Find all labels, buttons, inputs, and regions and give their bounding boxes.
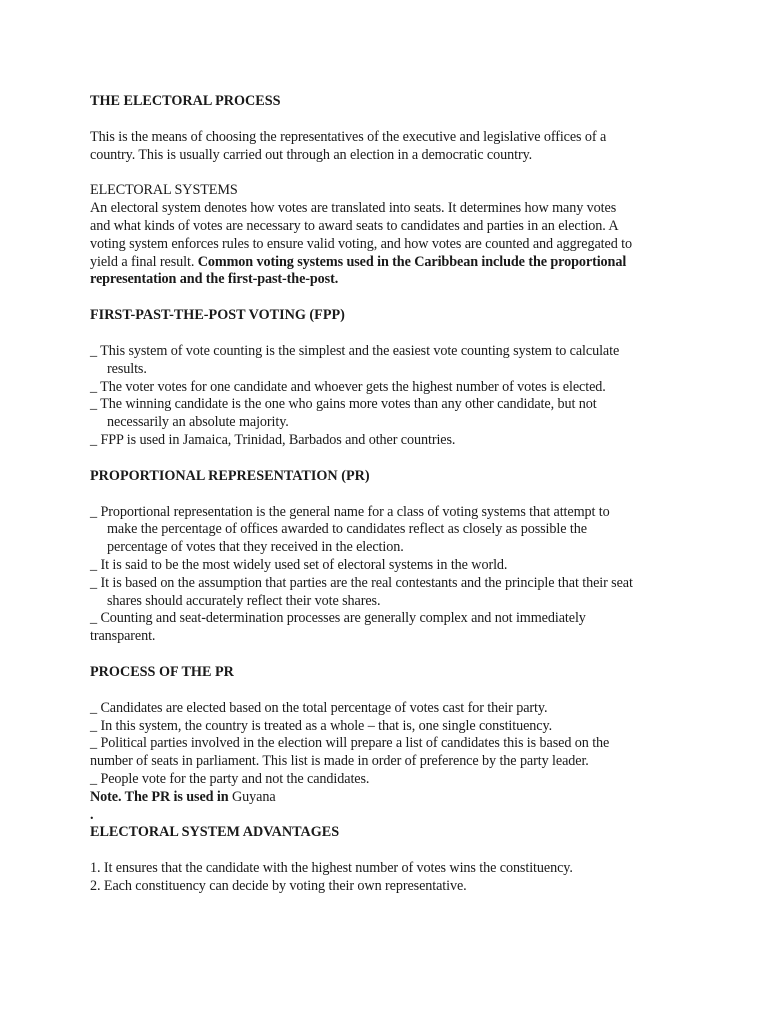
bullet-continuation: make the percentage of offices awarded to candidates reflect as closely as possible the	[107, 521, 587, 538]
bullet-continuation: transparent.	[90, 628, 156, 645]
numbered-item: 1. It ensures that the candidate with the highest number of votes wins the constituency.	[90, 860, 573, 877]
bullet-line: _ It is said to be the most widely used set of electoral systems in the world.	[90, 556, 508, 573]
bullet-continuation: number of seats in parliament. This list is made in order of preference by the party leader.	[90, 753, 589, 770]
bullet-line: _ People vote for the party and not the candidates.	[90, 770, 370, 787]
paragraph-line: An electoral system denotes how votes are translated into seats. It determines how many votes	[90, 200, 617, 217]
paragraph-line: and what kinds of votes are necessary to award seats to candidates and parties in an election. A	[90, 217, 619, 234]
bullet-continuation: necessarily an absolute majority.	[107, 414, 289, 431]
section-heading-fpp: FIRST-PAST-THE-POST VOTING (FPP)	[90, 307, 345, 324]
bullet-continuation: percentage of votes that they received in the election.	[107, 539, 404, 556]
section-heading-advantages: ELECTORAL SYSTEM ADVANTAGES	[90, 824, 340, 841]
section-heading-electoral-systems: ELECTORAL SYSTEMS	[90, 182, 238, 199]
bullet-line: _ This system of vote counting is the simplest and the easiest vote counting system to calculate	[90, 342, 620, 359]
stray-dot: .	[90, 806, 94, 823]
paragraph-line	[90, 254, 690, 272]
note-line	[90, 789, 690, 807]
note-value: Guyana	[228, 788, 276, 805]
bullet-line: _ FPP is used in Jamaica, Trinidad, Barbados and other countries.	[90, 431, 456, 448]
bullet-line: _ The winning candidate is the one who gains more votes than any other candidate, but not	[90, 396, 597, 413]
document-page	[90, 93, 690, 896]
bullet-line: _ Proportional representation is the general name for a class of voting systems that attempt to	[90, 503, 610, 520]
bold-emphasis: Common voting systems used in the Caribbean include the proportional	[197, 253, 627, 270]
bullet-line: _ It is based on the assumption that parties are the real contestants and the principle that their seat	[90, 574, 633, 591]
bullet-line: _ In this system, the country is treated as a whole – that is, one single constituency.	[90, 717, 553, 734]
bullet-line: _ Counting and seat-determination processes are generally complex and not immediately	[90, 610, 586, 627]
bullet-continuation: shares should accurately reflect their vote shares.	[107, 592, 381, 609]
bullet-continuation: results.	[107, 360, 147, 377]
intro-line: This is the means of choosing the representatives of the executive and legislative offices of a	[90, 128, 607, 145]
bullet-line: _ Candidates are elected based on the total percentage of votes cast for their party.	[90, 699, 548, 716]
note-label: Note. The PR is used in	[90, 788, 229, 805]
section-heading-pr: PROPORTIONAL REPRESENTATION (PR)	[90, 467, 370, 484]
section-heading-process: PROCESS OF THE PR	[90, 663, 234, 680]
numbered-item: 2. Each constituency can decide by voting their own representative.	[90, 877, 467, 894]
intro-line: country. This is usually carried out through an election in a democratic country.	[90, 146, 533, 163]
bold-emphasis-line: representation and the first-past-the-post.	[90, 271, 339, 288]
bullet-line: _ The voter votes for one candidate and whoever gets the highest number of votes is elected.	[90, 378, 606, 395]
paragraph-line: voting system enforces rules to ensure valid voting, and how votes are counted and aggregated to	[90, 235, 632, 252]
document-title: THE ELECTORAL PROCESS	[90, 93, 281, 109]
bullet-line: _ Political parties involved in the election will prepare a list of candidates this is based on the	[90, 735, 610, 752]
paragraph-text: yield a final result.	[90, 253, 198, 270]
